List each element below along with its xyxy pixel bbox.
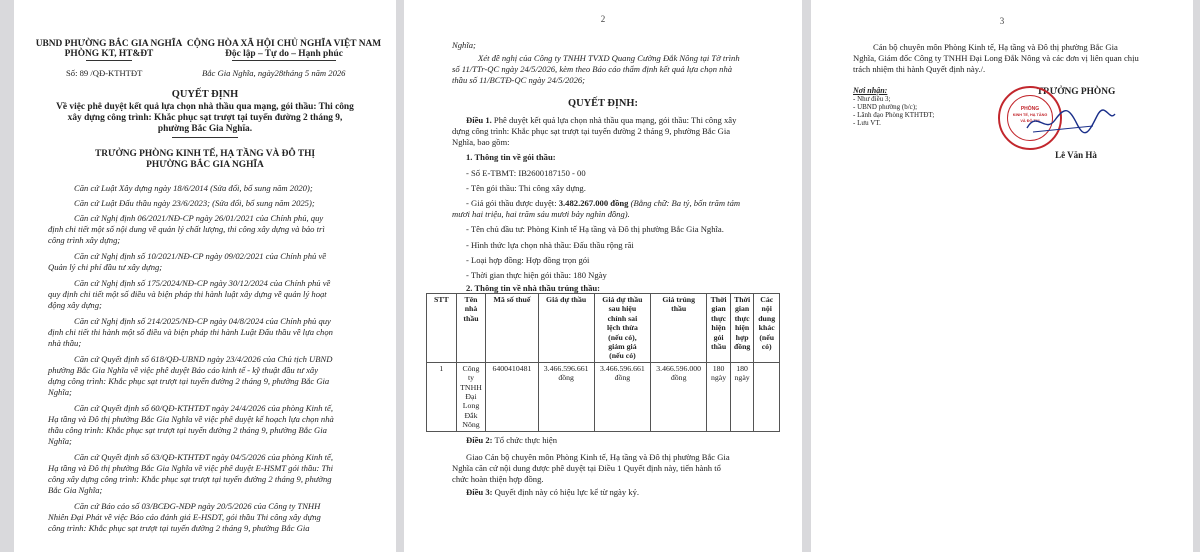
subject-line-1: Về việc phê duyệt kết quả lựa chọn nhà thầu qua mạng, gói thầu: Thi công <box>56 102 354 112</box>
basis-line: định chi tiết thi hành một số điều và biện pháp thi hành Luật Đấu thầu về lựa chọn <box>48 327 333 337</box>
document-page-1 <box>14 0 396 552</box>
table-cell <box>651 362 707 431</box>
basis-line: dựng công trình: Khắc phục sạt trượt tại tuyến đường 2 tháng 9, phường Bắc Gia <box>48 376 330 386</box>
article-2-line: Giao Cán bộ chuyên môn Phòng Kinh tế, Hạ tầng và Đô thị phường Bắc Gia <box>466 452 730 462</box>
decision-title: QUYẾT ĐỊNH <box>171 89 239 100</box>
article-2-line: chức hoàn thiện hợp đồng. <box>452 474 544 484</box>
section-2-title: 2. Thông tin về nhà thầu trúng thầu: <box>466 283 601 293</box>
winning-bidder-table <box>426 293 780 432</box>
table-cell <box>456 362 486 431</box>
basis-line: công trình xây dựng; <box>48 235 121 245</box>
tbmt-number: - Số E-TBMT: IB2600187150 - 00 <box>466 168 586 178</box>
cell-line: Thời <box>734 295 751 304</box>
cell-line: Long <box>462 401 480 411</box>
cell-line: chỉnh sai <box>607 313 638 323</box>
cell-line: STT <box>433 295 449 304</box>
cell-line: thực <box>734 313 750 323</box>
table-cell <box>730 362 754 431</box>
cell-line: thầu <box>463 313 479 323</box>
selection-method: - Hình thức lựa chọn nhà thầu: Đấu thầu rộng rãi <box>466 240 634 250</box>
cell-line: khác <box>758 323 775 333</box>
basis-line: nhà thầu; <box>48 338 82 348</box>
package-name: - Tên gói thầu: Thi công xây dựng. <box>466 183 586 193</box>
intro-line: số 11/TTr-QC ngày 24/5/2026, kèm theo Báo cáo thẩm định kết quả lựa chọn nhà <box>452 64 733 74</box>
basis-line: Căn cứ Nghị định số 10/2021/NĐ-CP ngày 09/02/2021 của Chính phủ về <box>74 251 327 261</box>
recipient-item: - Lãnh đạo Phòng KTHTĐT; <box>853 111 935 119</box>
cell-line: Thời <box>710 295 727 304</box>
seal-text: PHÒNG <box>1020 106 1040 112</box>
price-words: (Bằng chữ: Ba tỷ, bốn trăm tám <box>628 198 741 208</box>
cell-line: gói <box>713 332 724 342</box>
document-number: Số: 89 /QĐ-KTHTĐT <box>66 68 143 78</box>
closing-line: Nghĩa, Giám đốc Công ty TNHH Đại Long Đắk Nông và các đơn vị liên quan chịu <box>853 53 1139 63</box>
basis-line: Nhiên Đại Phát về việc Báo cáo đánh giá E-HSDT, gói thầu Thi công xây dựng <box>48 512 321 522</box>
cell-line: đồng <box>558 373 574 383</box>
basis-line: Căn cứ Luật Xây dựng ngày 18/6/2014 (Sửa đổi, bổ sung năm 2020); <box>74 183 313 193</box>
header-cell <box>486 294 538 363</box>
cell-line: thầu <box>710 342 727 352</box>
cell-line: Giá dự thầu <box>546 295 587 304</box>
header-cell <box>651 294 707 363</box>
cell-line: Các <box>760 295 774 304</box>
decision-heading: QUYẾT ĐỊNH: <box>568 98 638 109</box>
article-1-line: dựng công trình: Khắc phục sạt trượt tại tuyến đường 2 tháng 9, phường Bắc Gia <box>452 126 731 136</box>
section-1-title: 1. Thông tin về gói thầu: <box>466 152 556 162</box>
header-cell <box>754 294 780 363</box>
cell-line: Đắk <box>464 410 478 420</box>
cell-line: hợp <box>735 332 749 342</box>
header-cell <box>538 294 594 363</box>
basis-line: quy định chi tiết một số điều và biện pháp thi hành luật xây dựng về quản lý hoạt <box>48 289 327 299</box>
country-line-2: Độc lập – Tự do – Hạnh phúc <box>225 49 343 59</box>
cell-line: ty <box>467 373 475 383</box>
basis-line: công xây dựng công trình: Khắc phục sạt trượt tại tuyến đường 2 tháng 9, phường <box>48 474 332 484</box>
basis-line: Quản lý chi phí đầu tư xây dựng; <box>48 262 163 272</box>
cell-line: đồng <box>614 373 631 383</box>
agency-line-2: PHÒNG KT, HT&ĐT <box>64 49 154 59</box>
recipient-item: - UBND phường (b/c); <box>853 103 918 111</box>
subject-underline <box>172 137 238 138</box>
cell-line: ngày <box>734 373 750 383</box>
cell-line: Nông <box>462 420 480 430</box>
contract-type: - Loại hợp đồng: Hợp đồng trọn gói <box>466 255 590 265</box>
cell-line: gian <box>734 304 750 314</box>
cell-line: 3.466.596.661 <box>599 363 645 373</box>
place-date: Bắc Gia Nghĩa, ngày28tháng 5 năm 2026 <box>202 68 346 78</box>
cell-line: Mã số thuế <box>493 295 531 304</box>
basis-line: Căn cứ Quyết định số 618/QĐ-UBND ngày 23/4/2026 của Chủ tịch UBND <box>74 354 333 364</box>
cell-line: đồng <box>733 342 751 352</box>
cell-line: Giá trúng <box>662 295 696 304</box>
cell-line: Đại <box>465 392 477 402</box>
cell-line: 180 <box>736 363 748 373</box>
cell-line: 1 <box>439 363 444 373</box>
table-cell <box>427 362 457 431</box>
table-cell <box>538 362 594 431</box>
article-1-label: Điều 1. <box>466 115 492 125</box>
country-line-1: CỘNG HÒA XÃ HỘI CHỦ NGHĨA VIỆT NAM <box>186 39 382 49</box>
page-number: 2 <box>600 14 606 24</box>
table-row <box>427 362 780 431</box>
package-price <box>466 198 740 209</box>
authority-line-2: PHƯỜNG BẮC GIA NGHĨA <box>146 160 264 170</box>
cell-line: hiện <box>734 323 750 333</box>
investor: - Tên chủ đầu tư: Phòng Kinh tế Hạ tầng và Đô thị phường Bắc Gia Nghĩa. <box>466 224 724 234</box>
article-2-heading <box>466 435 557 446</box>
cell-line: dung <box>758 313 776 323</box>
basis-line: Căn cứ Báo cáo số 03/BCĐG-NĐP ngày 20/5/2026 của Công ty TNHH <box>74 501 321 511</box>
table-cell <box>486 362 538 431</box>
cell-line: Giá dự thầu <box>602 295 643 304</box>
cell-line: giảm giá <box>608 342 637 352</box>
cell-line: (nếu có), <box>608 332 637 342</box>
cell-line: Tên <box>464 295 478 304</box>
signer-title: TRƯỞNG PHÒNG <box>1036 87 1116 97</box>
cell-line: 3.466.596.661 <box>543 363 589 373</box>
cell-line: nhà <box>464 304 478 314</box>
cell-line: thực <box>711 313 727 323</box>
cell-line: 6400410481 <box>492 363 532 373</box>
subject-line-3: phường Bắc Gia Nghĩa. <box>157 124 253 134</box>
basis-line: phường Bắc Gia Nghĩa về việc phê duyệt Báo cáo kinh tế - kỹ thuật đầu tư xây <box>48 365 319 375</box>
seal-text: VÀ ĐÔ THỊ <box>1020 119 1040 123</box>
duration: - Thời gian thực hiện gói thầu: 180 Ngày <box>466 270 607 280</box>
document-page-3 <box>811 0 1193 552</box>
cell-line: gian <box>711 304 726 314</box>
cell-line: TNHH <box>460 382 482 392</box>
basis-line: Căn cứ Luật Đấu thầu ngày 23/6/2023; (Sửa đổi, bổ sung năm 2025); <box>74 198 315 208</box>
seal-text: KINH TẾ, HẠ TẦNG <box>1012 113 1048 117</box>
table-cell <box>754 362 780 431</box>
handwritten-signature <box>1023 102 1118 142</box>
article-2-title: Tổ chức thực hiện <box>492 435 558 445</box>
price-words-cont: mươi hai triệu, hai trăm sáu mươi bảy nghìn đồng). <box>452 209 630 219</box>
basis-line: Nghĩa; <box>48 387 72 397</box>
page-number: 3 <box>999 16 1005 26</box>
cell-line: nội <box>761 304 772 314</box>
basis-line: Bắc Gia Nghĩa; <box>48 485 103 495</box>
article-2-line: Nghĩa căn cứ nội dung được phê duyệt tại Điều 1 Quyết định này, tiến hành tổ <box>452 463 721 473</box>
basis-line: định chi tiết một số nội dung về quản lý chất lượng, thi công xây dựng và bảo trì <box>48 224 325 234</box>
cell-line: đồng <box>670 373 687 383</box>
recipient-item: - Như điều 3; <box>853 95 891 103</box>
intro-line: Nghĩa; <box>452 40 476 50</box>
basis-line: Căn cứ Nghị định 06/2021/NĐ-CP ngày 26/01/2021 của Chính phủ, quy <box>74 213 324 223</box>
cell-line: có) <box>761 342 772 352</box>
article-3-text: Quyết định này có hiệu lực kể từ ngày ký. <box>492 487 640 497</box>
table-header-row <box>427 294 780 363</box>
table-cell <box>594 362 650 431</box>
basis-line: Căn cứ Nghị định số 175/2024/NĐ-CP ngày 30/12/2024 của Chính phủ về <box>74 278 331 288</box>
basis-line: Hạ tầng và Đô thị phường Bắc Gia Nghĩa về việc phê duyệt kế hoạch lựa chọn nhà <box>48 414 334 424</box>
header-cell <box>707 294 731 363</box>
cell-line: hiện <box>711 323 726 333</box>
price-label: - Giá gói thầu được duyệt: <box>466 198 559 208</box>
basis-line: Căn cứ Quyết định số 60/QĐ-KTHTĐT ngày 24/4/2026 của phòng Kinh tế, <box>74 403 333 413</box>
cell-line: ngày <box>711 373 727 383</box>
intro-line: thầu số 11/BCTĐ-QC ngày 24/5/2026; <box>452 75 586 85</box>
subject-line-2: xây dựng công trình: Khắc phục sạt trượt tại tuyến đường 2 tháng 9, <box>67 113 343 123</box>
authority-line-1: TRƯỞNG PHÒNG KINH TẾ, HẠ TẦNG VÀ ĐÔ THỊ <box>94 149 316 159</box>
cell-line: Công <box>462 363 480 373</box>
signer-name: Lê Văn Hà <box>1055 150 1097 160</box>
basis-line: thầu công trình: Khắc phục sạt trượt tại tuyến đường 2 tháng 9, phường Bắc Gia <box>48 425 327 435</box>
basis-line: công trình: Khắc phục sạt trượt tại tuyến đường 2 tháng 9, phường Bắc Gia <box>48 523 310 533</box>
table-cell <box>707 362 731 431</box>
motto-underline <box>232 60 336 61</box>
basis-line: Căn cứ Quyết định số 63/QĐ-KTHTĐT ngày 04/5/2026 của phòng Kinh tế, <box>74 452 333 462</box>
basis-line: Hạ tầng và Đô thị phường Bắc Gia Nghĩa về việc phê duyệt E-HSMT gói thầu: Thi <box>48 463 334 473</box>
article-3-label: Điều 3: <box>466 487 493 497</box>
recipient-item: - Lưu VT. <box>853 119 881 127</box>
cell-line: sau hiệu <box>608 304 637 314</box>
agency-underline <box>86 60 132 61</box>
header-cell <box>594 294 650 363</box>
basis-line: Căn cứ Nghị định số 214/2025/NĐ-CP ngày 04/8/2024 của Chính phủ quy <box>74 316 331 326</box>
agency-line-1: UBND PHƯỜNG BẮC GIA NGHĨA <box>35 39 183 49</box>
basis-line: Nghĩa; <box>48 436 72 446</box>
document-page-2 <box>404 0 802 552</box>
header-cell <box>730 294 754 363</box>
closing-line: trách nhiệm thi hành Quyết định này./. <box>853 64 986 74</box>
header-cell <box>456 294 486 363</box>
cell-line: 180 <box>712 363 725 373</box>
article-1-line <box>466 115 736 126</box>
cell-line: (nếu có) <box>609 351 636 361</box>
article-1-text: Phê duyệt kết quả lựa chọn nhà thầu qua mạng, gói thầu: Thi công xây <box>491 115 737 125</box>
article-3-line <box>466 487 639 498</box>
article-1-line: Nghĩa, bao gồm: <box>452 137 510 147</box>
article-2-label: Điều 2: <box>466 435 493 445</box>
cell-line: thầu <box>671 304 687 314</box>
closing-line: Cán bộ chuyên môn Phòng Kinh tế, Hạ tầng và Đô thị phường Bắc Gia <box>873 42 1118 52</box>
basis-line: động xây dựng; <box>48 300 102 310</box>
recipients-title: Nơi nhận: <box>853 86 888 95</box>
cell-line: 3.466.596.000 <box>656 363 702 373</box>
intro-line: Xét đề nghị của Công ty TNHH TVXD Quang Cường Đắk Nông tại Tờ trình <box>478 53 740 63</box>
cell-line: lệch thừa <box>606 323 638 333</box>
price-value: 3.482.267.000 đồng <box>558 198 629 208</box>
header-cell <box>427 294 457 363</box>
cell-line: (nếu <box>759 332 775 342</box>
